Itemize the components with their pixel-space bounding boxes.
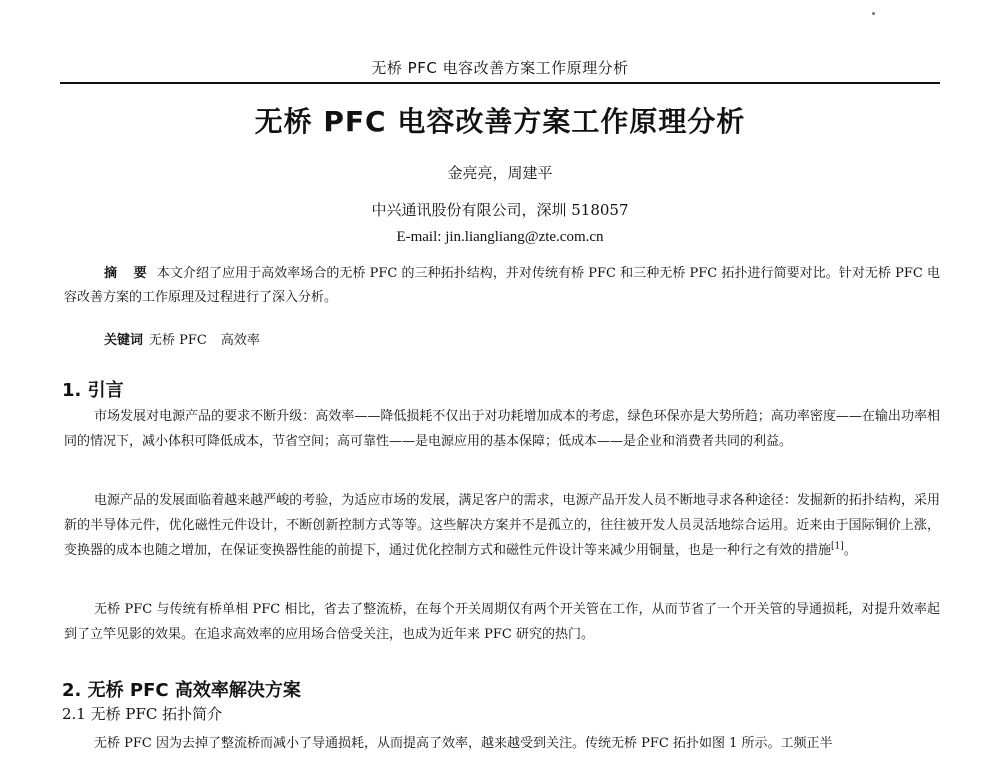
scan-speck [872, 12, 875, 15]
paper-title: 无桥 PFC 电容改善方案工作原理分析 [254, 105, 746, 138]
email: E-mail: jin.liangliang@zte.com.cn [396, 229, 604, 245]
subsection-heading-2-1: 2.1 无桥 PFC 拓扑简介 [62, 705, 223, 723]
authors: 金亮亮，周建平 [447, 164, 553, 182]
section-heading-2: 2. 无桥 PFC 高效率解决方案 [62, 680, 301, 701]
header-rule [60, 82, 940, 84]
keyword-item: 高效率 [220, 333, 260, 348]
abstract-label: 摘 要 [104, 266, 153, 281]
paragraph-1-1: 市场发展对电源产品的要求不断升级：高效率——降低损耗不仅出于对功耗增加成本的考虑，绿色环保亦是大势所趋；高功率密度——在输出功率相同的情况下，减小体积可降低成本，节省空间；高可靠性——是电源应用的基本保障；低成本——是企业和消费者共同的利益。 [64, 409, 940, 449]
section-heading-1: 1. 引言 [62, 380, 124, 401]
affiliation: 中兴通讯股份有限公司，深圳 518057 [371, 201, 629, 219]
paragraph-1-3: 无桥 PFC 与传统有桥单相 PFC 相比，省去了整流桥，在每个开关周期仅有两个开关管在工作，从而节省了一个开关管的导通损耗，对提升效率起到了立竿见影的效果。在追求高效率的应用场合倍受关注，也成为近年来 PFC 研究的热门。 [64, 602, 940, 642]
paragraph-end: 。 [843, 543, 857, 558]
abstract [64, 262, 940, 310]
citation-ref[interactable]: [1] [831, 541, 844, 552]
keywords [104, 329, 274, 348]
running-header: 无桥 PFC 电容改善方案工作原理分析 [371, 59, 629, 77]
keywords-label: 关键词 [104, 333, 144, 348]
paragraph-2-1: 无桥 PFC 因为去掉了整流桥而减小了导通损耗，从而提高了效率，越来越受到关注。传统无桥 PFC 拓扑如图 1 所示。工频正半 [94, 736, 833, 751]
keyword-item: 无桥 PFC [149, 333, 207, 348]
paragraph-1-2 [64, 488, 940, 563]
paragraph-text: 电源产品的发展面临着越来越严峻的考验，为适应市场的发展，满足客户的需求，电源产品开发人员不断地寻求各种途径：发掘新的拓扑结构，采用新的半导体元件，优化磁性元件设计，不断创新控制方式等等。这些解决方案并不是孤立的，往往被开发人员灵活地综合运用。近来由于国际铜价上涨，变换器的成本也随之增加，在保证变换器性能的前提下，通过优化控制方式和磁性元件设计等来减少用铜量，也是一种行之有效的措施 [64, 493, 940, 558]
abstract-text: 本文介绍了应用于高效率场合的无桥 PFC 的三种拓扑结构，并对传统有桥 PFC 和三种无桥 PFC 拓扑进行简要对比。针对无桥 PFC 电容改善方案的工作原理及过程进行了深入分析。 [64, 266, 941, 305]
